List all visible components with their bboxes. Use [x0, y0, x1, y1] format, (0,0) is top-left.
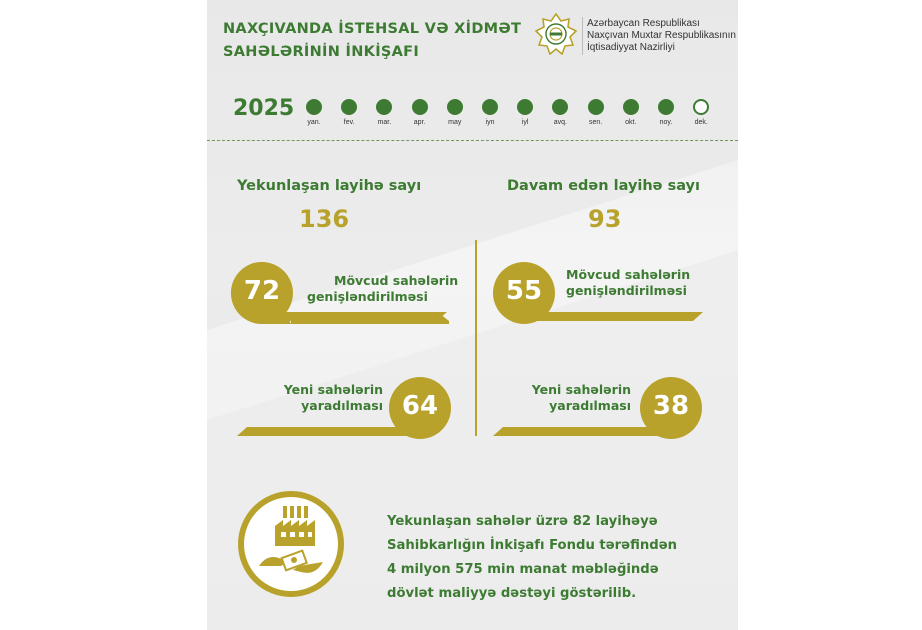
month-label: noy.: [659, 119, 673, 126]
completed-new-value: 64: [401, 391, 439, 421]
ongoing-expansion-label: Mövcud sahələrin genişləndirilməsi: [566, 267, 691, 298]
ministry-line-3: İqtisadiyyat Nazirliyi: [587, 42, 675, 53]
month-label: fev.: [343, 119, 355, 126]
ongoing-heading: Davam edən layihə sayı: [507, 178, 700, 194]
ongoing-expansion-card: [493, 262, 707, 324]
month-done-marker: [588, 99, 604, 115]
completed-expansion-label: Mövcud sahələrin genişləndirilməsi: [307, 273, 459, 304]
month-done-marker: [517, 99, 533, 115]
month-label: apr.: [413, 119, 426, 126]
month-done-marker: [306, 99, 322, 115]
month-9: [579, 99, 613, 126]
completed-new-card: [237, 377, 451, 439]
ministry-name: [587, 18, 737, 54]
month-3: [367, 99, 401, 126]
month-11: [649, 99, 683, 126]
infographic-poster: [207, 0, 738, 630]
month-10: [614, 99, 648, 126]
funding-line-3: 4 milyon 575 min manat məbləğində: [387, 562, 659, 577]
month-done-marker: [447, 99, 463, 115]
month-6: [473, 99, 507, 126]
funding-summary: [387, 510, 717, 606]
ongoing-expansion-value: 55: [505, 276, 543, 306]
emblem-icon: [535, 13, 577, 55]
footer-icon-ring: [237, 490, 345, 598]
month-label: okt.: [625, 119, 637, 126]
column-divider: [475, 240, 477, 436]
funding-line-4: dövlət maliyyə dəstəyi göstərilib.: [387, 586, 637, 601]
month-1: [297, 99, 331, 126]
month-2: [332, 99, 366, 126]
page-title: [223, 18, 523, 64]
month-timeline: [297, 99, 717, 135]
month-label: iyn: [485, 119, 495, 126]
ongoing-total: 93: [588, 205, 622, 233]
ongoing-new-value: 38: [652, 391, 690, 421]
ongoing-new-label: Yeni sahələrin yaradılması: [531, 382, 631, 413]
month-pending-marker: [693, 99, 709, 115]
month-done-marker: [482, 99, 498, 115]
funding-line-1: Yekunlaşan sahələr üzrə 82 layihəyə: [387, 514, 658, 529]
month-done-marker: [412, 99, 428, 115]
ministry-line-1: Azərbaycan Respublikası: [587, 18, 700, 29]
month-label: avq.: [553, 119, 567, 126]
ongoing-new-card: [493, 377, 703, 439]
completed-heading: Yekunlaşan layihə sayı: [237, 178, 422, 194]
month-5: [438, 99, 472, 126]
dashed-separator: [207, 140, 738, 141]
ministry-divider: [582, 17, 583, 55]
month-label: yan.: [307, 119, 321, 126]
month-label: sen.: [588, 119, 603, 126]
month-done-marker: [623, 99, 639, 115]
month-done-marker: [658, 99, 674, 115]
month-7: [508, 99, 542, 126]
month-done-marker: [376, 99, 392, 115]
month-done-marker: [341, 99, 357, 115]
month-label: mar.: [377, 119, 392, 126]
month-4: [403, 99, 437, 126]
completed-expansion-card: [231, 262, 459, 324]
completed-new-label: Yeni sahələrin yaradılması: [283, 382, 383, 413]
title-line-1: NAXÇIVANDA İSTEHSAL VƏ XİDMƏT: [223, 21, 522, 37]
completed-expansion-value: 72: [243, 276, 281, 306]
month-label: iyl: [521, 119, 529, 126]
timeline-year: 2025: [233, 96, 295, 121]
month-12: [684, 99, 718, 126]
funding-line-2: Sahibkarlığın İnkişafı Fondu tərəfindən: [387, 538, 678, 553]
month-label: dek.: [694, 119, 708, 126]
month-done-marker: [552, 99, 568, 115]
month-8: [543, 99, 577, 126]
title-line-2: SAHƏLƏRİNİN İNKİŞAFI: [223, 44, 420, 60]
ministry-line-2: Naxçıvan Muxtar Respublikasının: [587, 30, 736, 41]
completed-total: 136: [299, 205, 350, 233]
month-label: may: [448, 119, 462, 126]
